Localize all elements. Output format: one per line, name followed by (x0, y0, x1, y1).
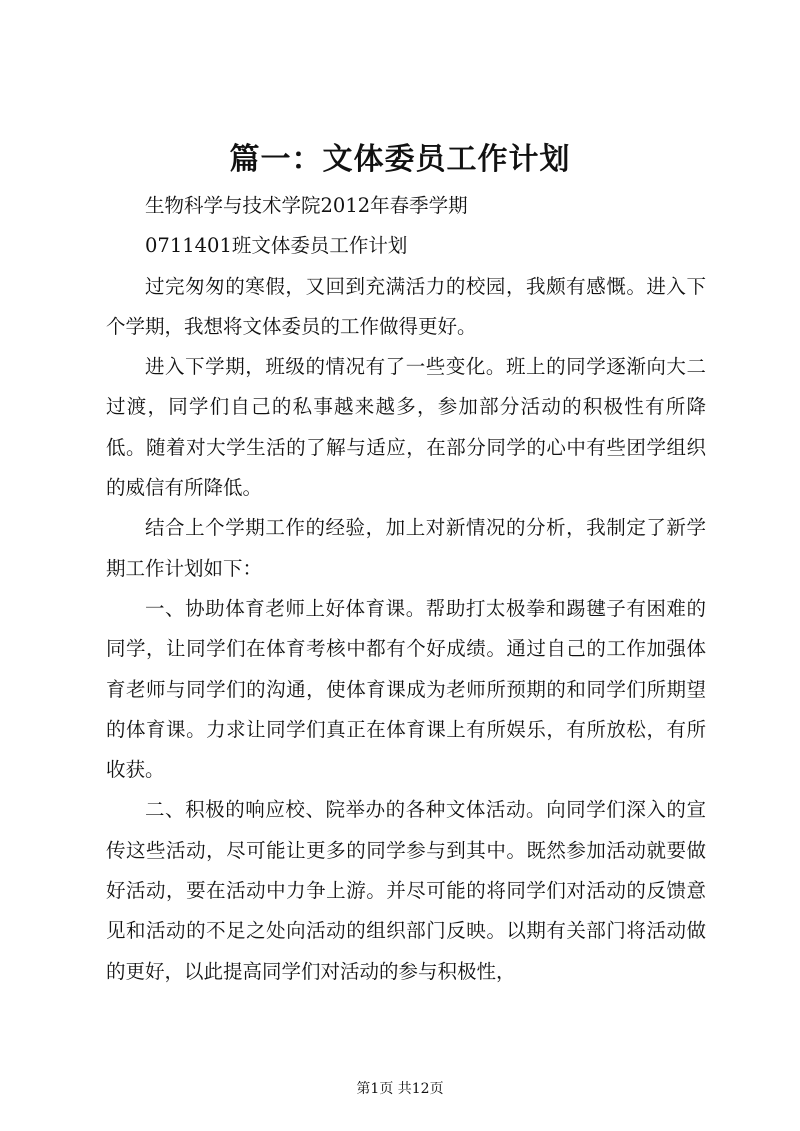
paragraph-plan-lead: 结合上个学期工作的经验，加上对新情况的分析，我制定了新学期工作计划如下： (106, 516, 706, 580)
paragraph-item-one: 一、协助体育老师上好体育课。帮助打太极拳和踢毽子有困难的同学，让同学们在体育考核中都有个好成绩。通过自己的工作加强体育老师与同学们的沟通，使体育课成为老师所预期的和同学们所期望的体育课。力求让同学们真正在体育课上有所娱乐，有所放松，有所收获。 (106, 596, 706, 782)
paragraph-item-two: 二、积极的响应校、院举办的各种文体活动。向同学们深入的宣传这些活动，尽可能让更多的同学参与到其中。既然参加活动就要做好活动，要在活动中力争上游。并尽可能的将同学们对活动的反馈意见和活动的不足之处向活动的组织部门反映。以期有关部门将活动做的更好，以此提高同学们对活动的参与积极性， (106, 798, 706, 983)
page-footer: 第1页 共12页 (356, 1081, 444, 1097)
paragraph-college-term: 生物科学与技术学院2012年春季学期 (145, 194, 468, 217)
paragraph-class-plan: 0711401班文体委员工作计划 (145, 234, 408, 258)
paragraph-situation: 进入下学期，班级的情况有了一些变化。班上的同学逐渐向大二过渡，同学们自己的私事越来越多，参加部分活动的积极性有所降低。随着对大学生活的了解与适应，在部分同学的心中有些团学组织的威信有所降低。 (106, 355, 706, 500)
document-title: 篇一：文体委员工作计划 (229, 142, 571, 177)
paragraph-intro: 过完匆匆的寒假，又回到充满活力的校园，我颇有感慨。进入下个学期，我想将文体委员的工作做得更好。 (106, 274, 706, 338)
document-body (106, 186, 706, 992)
